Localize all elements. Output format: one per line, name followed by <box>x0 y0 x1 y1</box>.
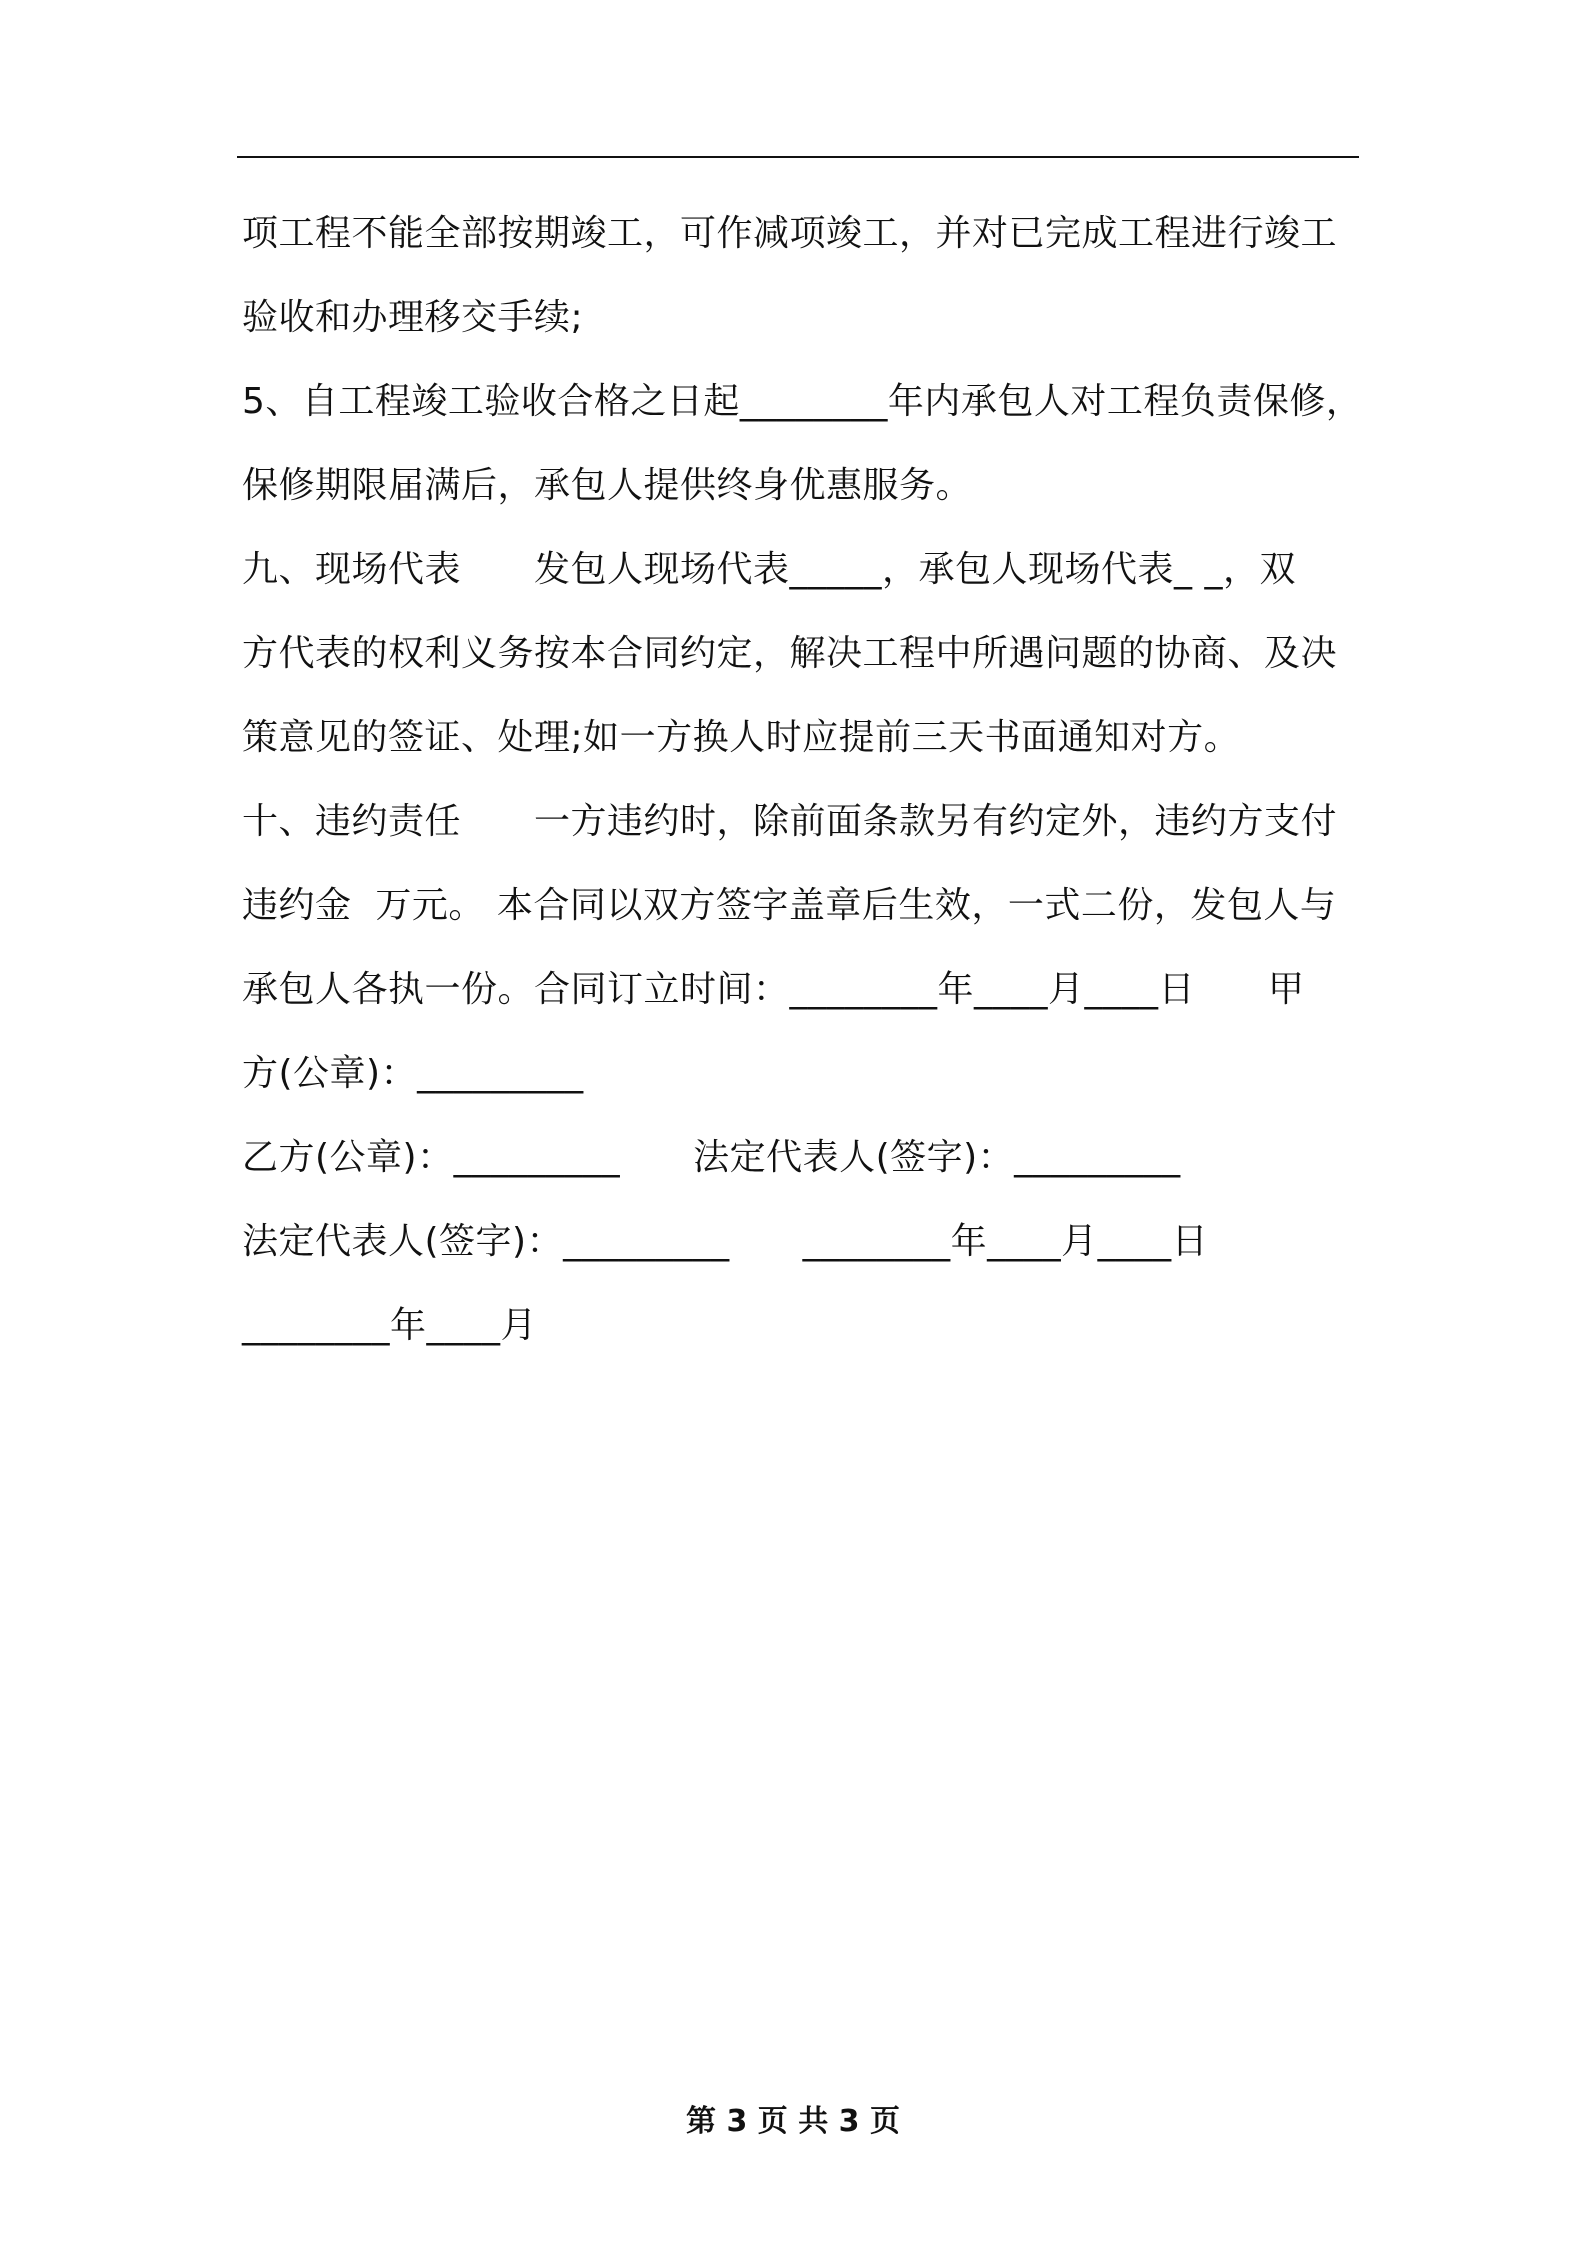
contract-body <box>242 192 1382 1368</box>
body-line: 九、现场代表 发包人现场代表_____，承包人现场代表_ _，双 <box>242 549 1296 590</box>
body-line: 十、违约责任 一方违约时，除前面条款另有约定外，违约方支付 <box>242 801 1338 842</box>
header-rule <box>237 156 1359 158</box>
body-line: 验收和办理移交手续; <box>242 297 584 338</box>
body-line: 方(公章)：_________ <box>242 1053 584 1094</box>
body-line: ________年____月 <box>242 1305 537 1346</box>
body-line: 乙方(公章)：_________ 法定代表人(签字)：_________ <box>242 1137 1181 1178</box>
body-line: 保修期限届满后，承包人提供终身优惠服务。 <box>242 465 973 506</box>
page-number-footer: 第 3 页 共 3 页 <box>686 2104 900 2139</box>
body-line: 承包人各执一份。合同订立时间：________年____月____日 甲 <box>242 969 1305 1010</box>
body-line: 5、自工程竣工验收合格之日起________年内承包人对工程负责保修， <box>242 381 1363 422</box>
body-line: 违约金 万元。 本合同以双方签字盖章后生效，一式二份，发包人与 <box>242 885 1337 926</box>
body-line: 法定代表人(签字)：_________ ________年____月____日 <box>242 1221 1209 1262</box>
body-line: 方代表的权利义务按本合同约定，解决工程中所遇问题的协商、及决 <box>242 633 1338 674</box>
body-line: 项工程不能全部按期竣工，可作减项竣工，并对已完成工程进行竣工 <box>242 213 1338 254</box>
body-line: 策意见的签证、处理;如一方换人时应提前三天书面通知对方。 <box>242 717 1241 758</box>
